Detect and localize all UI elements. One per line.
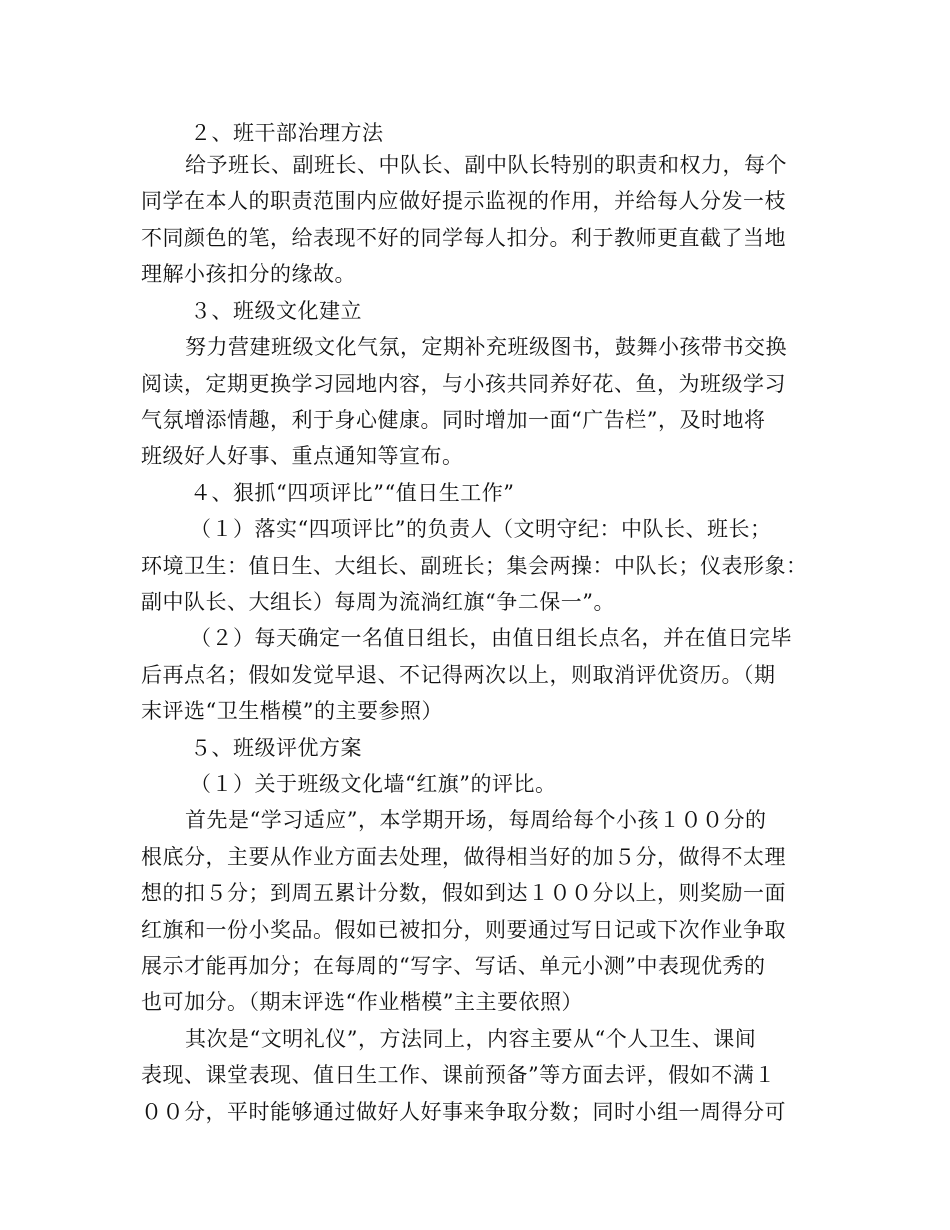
paragraph-line: 根底分，主要从作业方面去处理，做得相当好的加５分，做得不太理	[141, 845, 786, 869]
paragraph-line: 副中队长、大组长）每周为流淌红旗“争二保一”。	[141, 590, 615, 614]
paragraph-line: （１）关于班级文化墙“红旗”的评比。	[190, 772, 557, 796]
paragraph-line: 阅读，定期更换学习园地内容，与小孩共同养好花、鱼，为班级学习	[141, 372, 786, 396]
paragraph-line: 同学在本人的职责范围内应做好提示监视的作用，并给每人分发一枝	[141, 189, 786, 213]
paragraph-line: 想的扣５分；到周五累计分数，假如到达１００分以上，则奖励一面	[141, 881, 786, 905]
paragraph-line: 末评选“卫生楷模”的主要参照）	[141, 699, 443, 723]
paragraph-line: 也可加分。（期末评选“作业楷模”主主要依照）	[141, 990, 583, 1014]
heading-evaluation-duty: ４、狠抓“四项评比”“值日生工作”	[190, 481, 515, 505]
paragraph-line: 其次是“文明礼仪”，方法同上，内容主要从“个人卫生、课间	[185, 1027, 757, 1051]
paragraph-line: 努力营建班级文化气氛，定期补充班级图书，鼓舞小孩带书交换	[185, 335, 787, 359]
paragraph-line: 环境卫生：值日生、大组长、副班长；集会两操：中队长；仪表形象：	[141, 554, 808, 578]
paragraph-line: 后再点名；假如发觉早退、不记得两次以上，则取消评优资历。（期	[141, 663, 776, 687]
paragraph-line: 展示才能再加分；在每周的“写字、写话、单元小测”中表现优秀的	[141, 954, 766, 978]
paragraph-line: （１）落实“四项评比”的负责人（文明守纪：中队长、班长；	[190, 517, 772, 541]
heading-class-culture: ３、班级文化建立	[190, 299, 362, 323]
paragraph-line: 理解小孩扣分的缘故。	[141, 262, 356, 286]
paragraph-line: 班级好人好事、重点通知等宣布。	[141, 444, 464, 468]
paragraph-line: 不同颜色的笔，给表现不好的同学每人扣分。利于教师更直截了当地	[141, 226, 786, 250]
paragraph-line: 给予班长、副班长、中队长、副中队长特别的职责和权力，每个	[185, 153, 787, 177]
paragraph-line: 气氛增添情趣，利于身心健康。同时增加一面“广告栏”，及时地将	[141, 408, 766, 432]
heading-class-cadre-management: ２、班干部治理方法	[190, 121, 384, 145]
paragraph-line: （２）每天确定一名值日组长，由值日组长点名，并在值日完毕	[190, 626, 792, 650]
paragraph-line: 表现、课堂表现、值日生工作、课前预备”等方面去评，假如不满１	[141, 1063, 776, 1087]
paragraph-line: 首先是“学习适应”，本学期开场，每周给每个小孩１００分的	[185, 808, 767, 832]
paragraph-line: 红旗和一份小奖品。假如已被扣分，则要通过写日记或下次作业争取	[141, 918, 786, 942]
heading-class-award-plan: ５、班级评优方案	[190, 736, 362, 760]
paragraph-line: ００分，平时能够通过做好人好事来争取分数；同时小组一周得分可	[141, 1100, 786, 1124]
